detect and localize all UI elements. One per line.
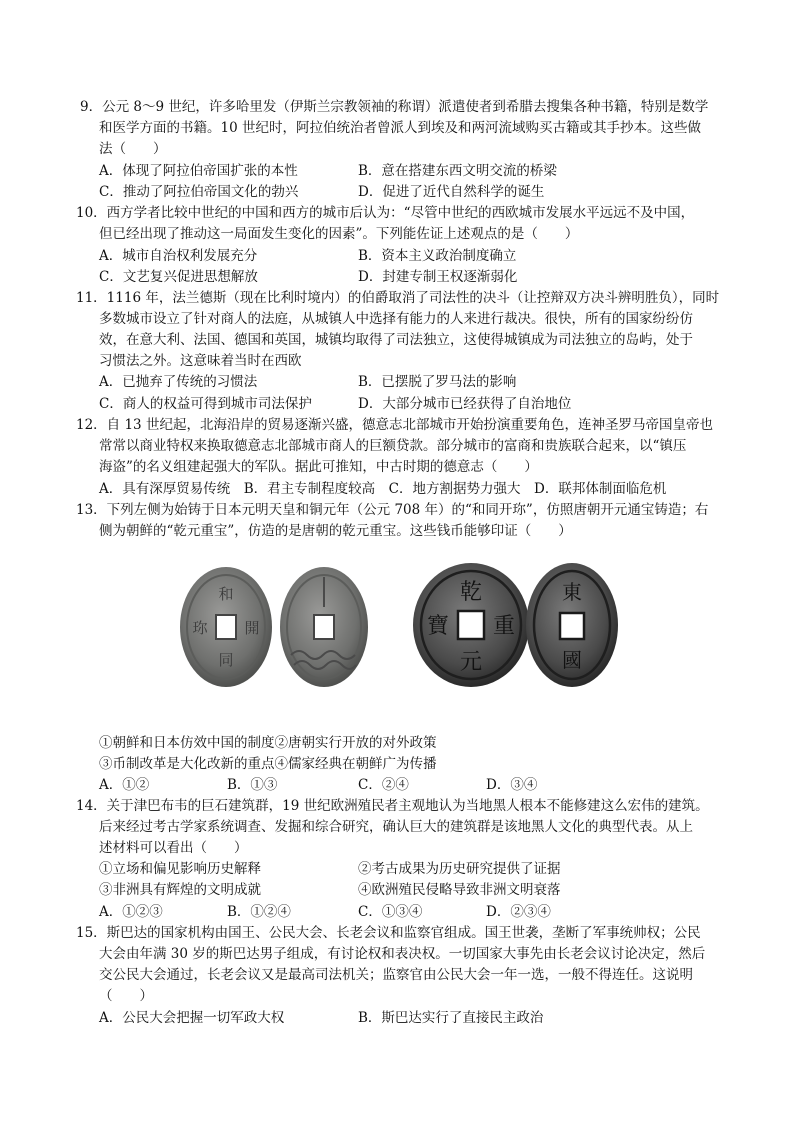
q13-statement-2: ③币制改革是大化改新的重点④儒家经典在朝鲜广为传播	[99, 756, 437, 772]
q14-option-a: A．①②③	[99, 904, 163, 920]
coin1-glyph-bottom: 同	[218, 651, 234, 669]
q9-line-3: 法（ ）	[99, 141, 167, 157]
q14-statement-2: ②考古成果为历史研究提供了证据	[358, 861, 561, 877]
q10-option-c: C．文艺复兴促进思想解放	[99, 269, 258, 285]
q14-option-b: B．①②④	[227, 904, 291, 920]
q14-statement-1: ①立场和偏见影响历史解释	[99, 861, 261, 877]
coin-dongguo	[526, 563, 618, 687]
q9-option-c: C．推动了阿拉伯帝国文化的勃兴	[99, 184, 299, 200]
q11-line-3: 效，在意大利、法国、德国和英国，城镇均取得了司法独立，这使得城镇成为司法独立的岛屿，处于	[99, 332, 693, 348]
coin3-glyph-bottom: 元	[459, 650, 483, 675]
q15-option-b: B．斯巴达实行了直接民主政治	[358, 1010, 544, 1026]
q11-line-4: 习惯法之外。这意味着当时在西欧	[99, 353, 302, 369]
q14-line-3: 述材料可以看出（ ）	[99, 840, 248, 856]
q13-option-d: D．③④	[486, 777, 538, 793]
q11-line-1: 11．1116 年，法兰德斯（现在比利时境内）的伯爵取消了司法性的决斗（让控辩双方决斗辨明胜负），同时	[76, 290, 720, 306]
coin-wadokaichin-reverse	[280, 567, 368, 687]
q10-option-d: D．封建专制王权逐渐弱化	[358, 269, 518, 285]
q9-line-1: 9．公元 8～9 世纪，许多哈里发（伊斯兰宗教领袖的称谓）派遣使者到希腊去搜集各种书籍，特别是数学	[80, 99, 709, 115]
q12-options: A．具有深厚贸易传统 B．君主专制程度较高 C．地方割据势力强大 D．联邦体制面临危机	[99, 481, 667, 497]
q15-line-1: 15．斯巴达的国家机构由国王、公民大会、长老会议和监察官组成。国王世袭，垄断了军事统帅权；公民	[76, 925, 701, 941]
q14-statement-4: ④欧洲殖民侵略导致非洲文明衰落	[358, 882, 561, 898]
q11-option-d: D．大部分城市已经获得了自治地位	[358, 396, 572, 412]
coin3-glyph-top: 乾	[459, 580, 483, 605]
q12-line-3: 海盗”的名义组建起强大的军队。据此可推知，中古时期的德意志（ ）	[99, 459, 538, 475]
coin1-glyph-top: 和	[218, 585, 234, 603]
q10-line-2: 但已经出现了推动这一局面发生变化的因素”。下列能佐证上述观点的是（ ）	[99, 226, 579, 242]
q13-option-b: B．①③	[227, 777, 278, 793]
q10-line-1: 10．西方学者比较中世纪的中国和西方的城市后认为：“尽管中世纪的西欧城市发展水平远远不及中国，	[76, 205, 695, 221]
q9-option-b: B．意在搭建东西文明交流的桥梁	[358, 163, 557, 179]
q13-line-2: 侧为朝鲜的“乾元重宝”，仿造的是唐朝的乾元重宝。这些钱币能够印证（ ）	[99, 523, 572, 539]
q15-line-4: （ ）	[99, 988, 153, 1004]
q11-option-a: A．已抛弃了传统的习惯法	[99, 374, 258, 390]
coin-qianyuan-zhongbao	[413, 563, 529, 687]
q13-option-a: A．①②	[99, 777, 150, 793]
q9-option-d: D．促进了近代自然科学的诞生	[358, 184, 545, 200]
coin4-glyph-top: 東	[562, 580, 582, 604]
q15-line-3: 交公民大会通过，长老会议又是最高司法机关；监察官由公民大会一年一选，一般不得连任。这说明	[99, 967, 693, 983]
q14-option-d: D．②③④	[486, 904, 551, 920]
q14-line-1: 14．关于津巴布韦的巨石建筑群，19 世纪欧洲殖民者主观地认为当地黑人根本不能修建这么宏伟的建筑。	[76, 798, 709, 814]
q14-option-c: C．①③④	[358, 904, 423, 920]
q13-line-1: 13．下列左侧为始铸于日本元明天皇和铜元年（公元 708 年）的“和同开珎”，仿照唐朝开元通宝铸造；右	[76, 502, 709, 518]
coin4-glyph-bottom: 國	[562, 648, 582, 672]
q15-option-a: A．公民大会把握一切军政大权	[99, 1010, 285, 1026]
coin1-glyph-right: 開	[244, 619, 260, 637]
coin3-glyph-right: 重	[492, 614, 516, 639]
q10-option-a: A．城市自治权利发展充分	[99, 248, 258, 264]
q11-line-2: 多数城市设立了针对商人的法庭，从城镇人中选择有能力的人来进行裁决。很快，所有的国家纷纷仿	[99, 311, 693, 327]
q10-option-b: B．资本主义政治制度确立	[358, 248, 517, 264]
q11-option-b: B．已摆脱了罗马法的影响	[358, 374, 517, 390]
coin1-glyph-left: 珎	[192, 619, 208, 637]
q13-option-c: C．②④	[358, 777, 409, 793]
coin3-glyph-left: 寶	[426, 614, 450, 639]
q11-option-c: C．商人的权益可得到城市司法保护	[99, 396, 312, 412]
coin-wadokaichin-obverse	[180, 567, 272, 687]
q9-option-a: A．体现了阿拉伯帝国扩张的本性	[99, 163, 298, 179]
q15-line-2: 大会由年满 30 岁的斯巴达男子组成，有讨论权和表决权。一切国家大事先由长老会议讨论决定，然后	[99, 946, 706, 962]
q14-statement-3: ③非洲具有辉煌的文明成就	[99, 882, 261, 898]
q13-statement-1: ①朝鲜和日本仿效中国的制度②唐朝实行开放的对外政策	[99, 735, 437, 751]
q12-line-1: 12．自 13 世纪起，北海沿岸的贸易逐渐兴盛，德意志北部城市开始扮演重要角色，连神圣罗马帝国皇帝也	[76, 417, 713, 433]
coins-photo	[176, 555, 626, 705]
q14-line-2: 后来经过考古学家系统调查、发掘和综合研究，确认巨大的建筑群是该地黑人文化的典型代表。从上	[99, 819, 693, 835]
q12-line-2: 常常以商业特权来换取德意志北部城市商人的巨额贷款。部分城市的富商和贵族联合起来，以“镇压	[99, 438, 687, 454]
q9-line-2: 和医学方面的书籍。10 世纪时，阿拉伯统治者曾派人到埃及和两河流域购买古籍或其手抄本。这些做	[99, 120, 701, 136]
